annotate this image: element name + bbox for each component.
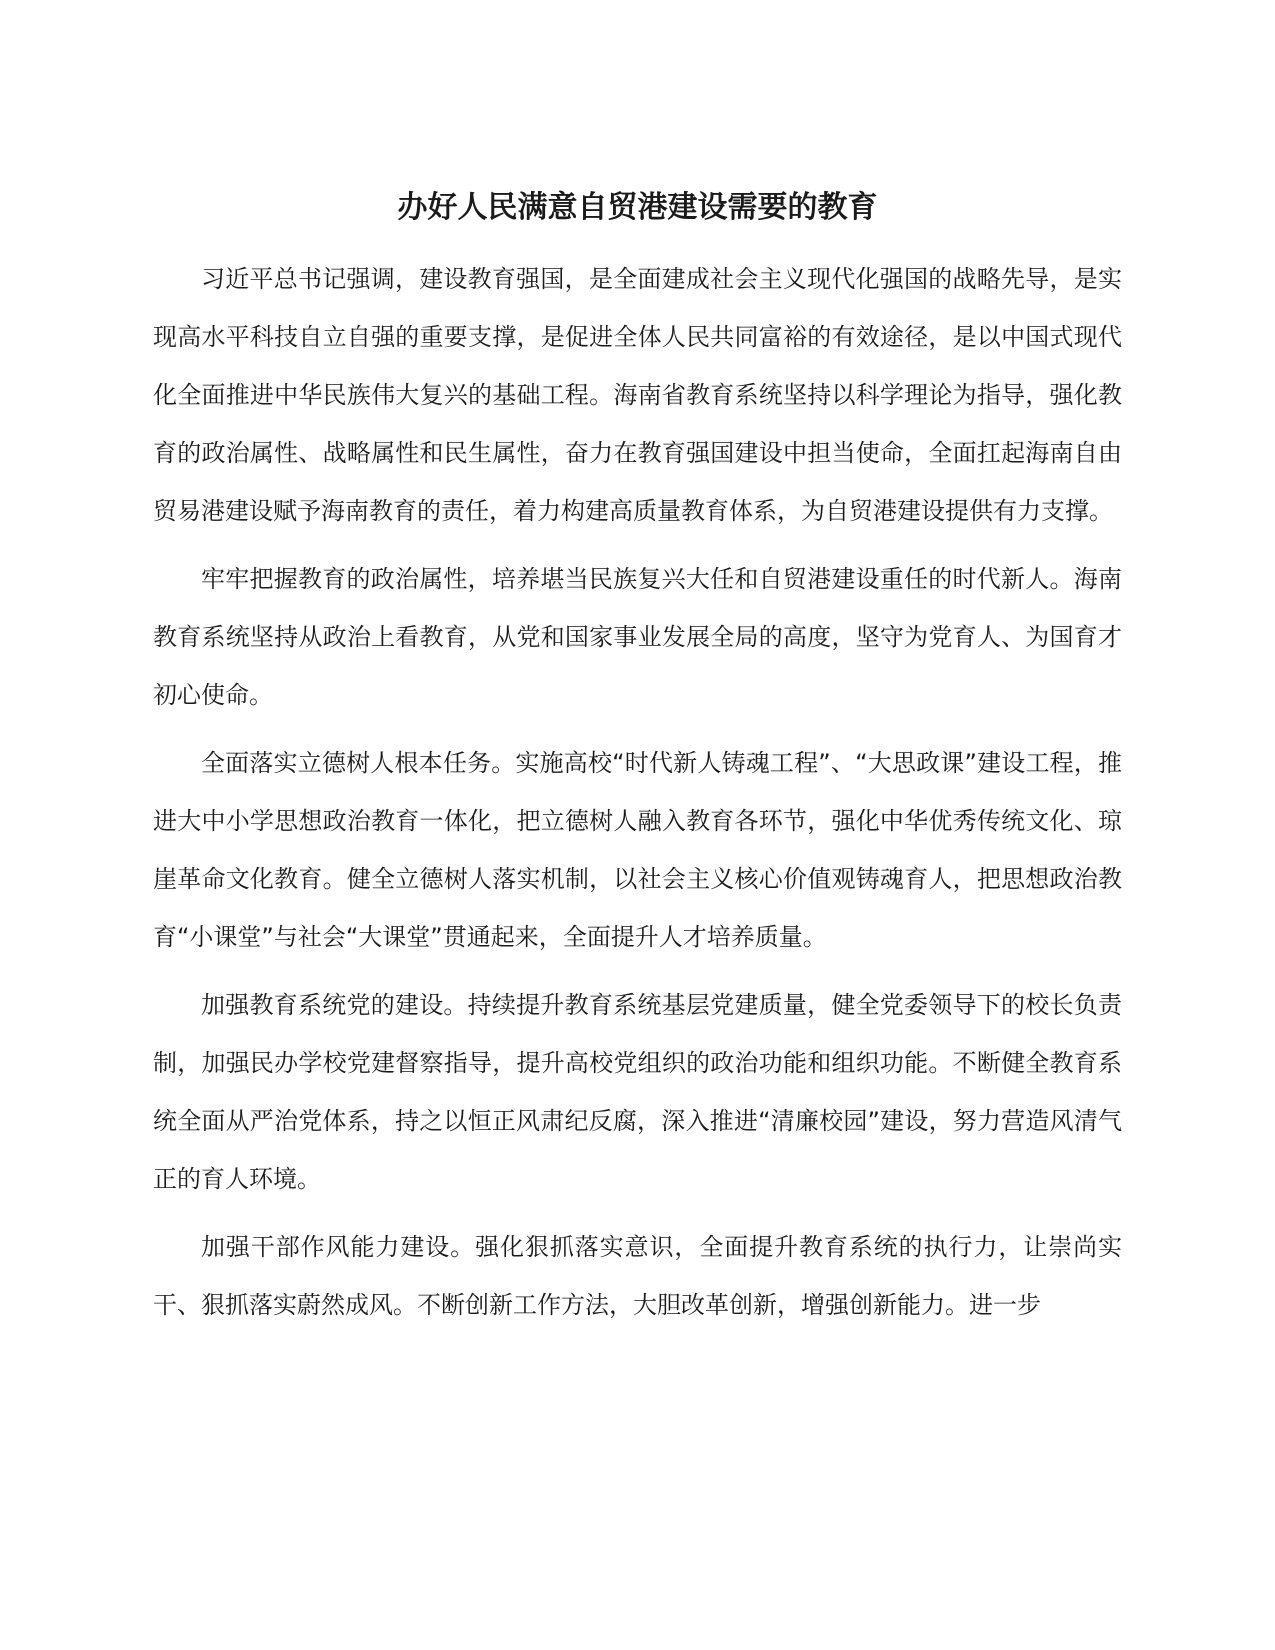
- paragraph-4: 加强教育系统党的建设。持续提升教育系统基层党建质量，健全党委领导下的校长负责制，加强民办学校党建督察指导，提升高校党组织的政治功能和组织功能。不断健全教育系统全面从严治党体系，持之以恒正风肃纪反腐，深入推进“清廉校园”建设，努力营造风清气正的育人环境。: [153, 991, 1122, 1193]
- paragraph-2: 牢牢把握教育的政治属性，培养堪当民族复兴大任和自贸港建设重任的时代新人。海南教育系统坚持从政治上看教育，从党和国家事业发展全局的高度，坚守为党育人、为国育才初心使命。: [153, 565, 1122, 709]
- paragraph-5: 加强干部作风能力建设。强化狠抓落实意识，全面提升教育系统的执行力，让崇尚实干、狠抓落实蔚然成风。不断创新工作方法，大胆改革创新，增强创新能力。进一步: [153, 1233, 1122, 1319]
- document-title: 办好人民满意自贸港建设需要的教育: [397, 190, 878, 225]
- paragraph-1: 习近平总书记强调，建设教育强国，是全面建成社会主义现代化强国的战略先导，是实现高水平科技自立自强的重要支撑，是促进全体人民共同富裕的有效途径，是以中国式现代化全面推进中华民族伟大复兴的基础工程。海南省教育系统坚持以科学理论为指导，强化教育的政治属性、战略属性和民生属性，奋力在教育强国建设中担当使命，全面扛起海南自由贸易港建设赋予海南教育的责任，着力构建高质量教育体系，为自贸港建设提供有力支撑。: [153, 265, 1122, 525]
- paragraph-3: 全面落实立德树人根本任务。实施高校“时代新人铸魂工程”、“大思政课”建设工程，推进大中小学思想政治教育一体化，把立德树人融入教育各环节，强化中华优秀传统文化、琼崖革命文化教育。健全立德树人落实机制，以社会主义核心价值观铸魂育人，把思想政治教育“小课堂”与社会“大课堂”贯通起来，全面提升人才培养质量。: [153, 749, 1122, 951]
